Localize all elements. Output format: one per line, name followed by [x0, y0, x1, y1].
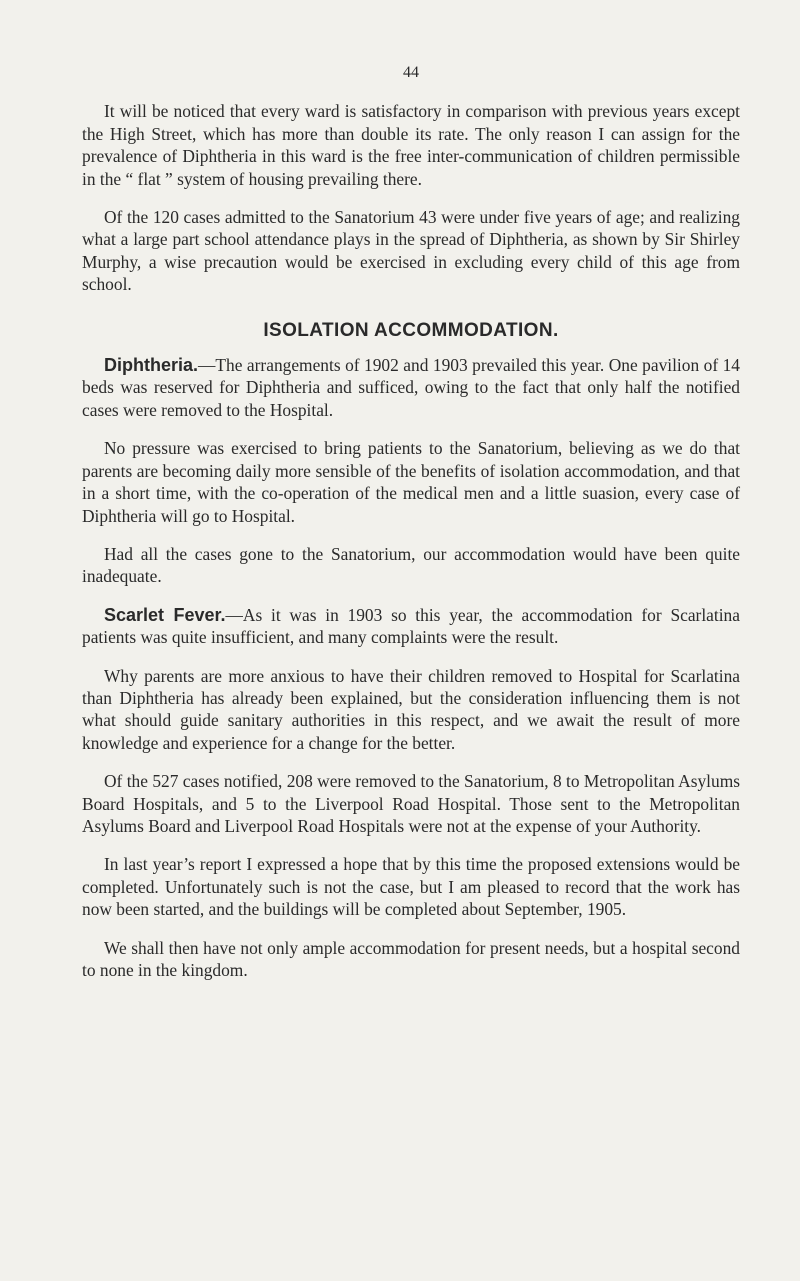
paragraph-cases-notified: Of the 527 cases notified, 208 were removed to the Sanatorium, 8 to Metropolitan Asylums Board Hospitals, and 5 to the Liverpool Road Hospital. Those sent to the Metropolitan Asylums Board and Liverpool Road Hospitals were not at the expense of your Authority. — [82, 771, 740, 836]
paragraph-closing: We shall then have not only ample accommodation for present needs, but a hospital second to none in the kingdom. — [82, 937, 740, 980]
scarlet-fever-run-in-heading: Scarlet Fever. — [104, 604, 226, 625]
paragraph-no-pressure: No pressure was exercised to bring patients to the Sanatorium, believing as we do that parents are becoming daily more sensible of the benefits of isolation accommodation, and that in a short time, with the co-operation of the medical men and a little suasion, every case of Diphtheria will go to Hospital. — [82, 438, 740, 526]
paragraph-diphtheria — [82, 354, 740, 421]
page-content — [82, 62, 740, 981]
paragraph-ward-comparison: It will be noticed that every ward is satisfactory in comparison with previous years except the High Street, which has more than double its rate. The only reason I can assign for the prevalence of Diphtheria in this ward is the free inter-communication of children permissible in the “ flat ” system of housing prevailing there. — [82, 101, 740, 189]
section-heading-isolation: ISOLATION ACCOMMODATION. — [263, 319, 559, 341]
paragraph-extensions: In last year’s report I expressed a hope that by this time the proposed extensions would be completed. Unfortunately such is not the case, but I am pleased to record that the work has now been started, and the buildings will be completed about September, 1905. — [82, 854, 740, 920]
paragraph-scarlet-fever — [82, 604, 740, 649]
diphtheria-text: —The arrangements of 1902 and 1903 prevailed this year. One pavilion of 14 beds was reserved for Diphtheria and sufficed, owing to the fact that only half the notified cases were removed to the Hospital. — [82, 355, 740, 420]
page-number: 44 — [403, 64, 419, 81]
diphtheria-run-in-heading: Diphtheria. — [104, 355, 199, 376]
scarlet-fever-text: —As it was in 1903 so this year, the accommodation for Scarlatina patients was quite insufficient, and many complaints were the result. — [82, 604, 740, 648]
paragraph-parents-anxious: Why parents are more anxious to have their children removed to Hospital for Scarlatina than Diphtheria has already been explained, but the consideration influencing them is not what should guide sanitary authorities in this respect, and we await the result of more knowledge and experience for a change for the better. — [82, 665, 740, 753]
paragraph-sanatorium-age: Of the 120 cases admitted to the Sanatorium 43 were under five years of age; and realizing what a large part school attendance plays in the spread of Diphtheria, as shown by Sir Shirley Murphy, a wise precaution would be exercised in excluding every child of this age from school. — [82, 207, 740, 295]
paragraph-inadequate: Had all the cases gone to the Sanatorium, our accommodation would have been quite inadequate. — [82, 543, 740, 587]
